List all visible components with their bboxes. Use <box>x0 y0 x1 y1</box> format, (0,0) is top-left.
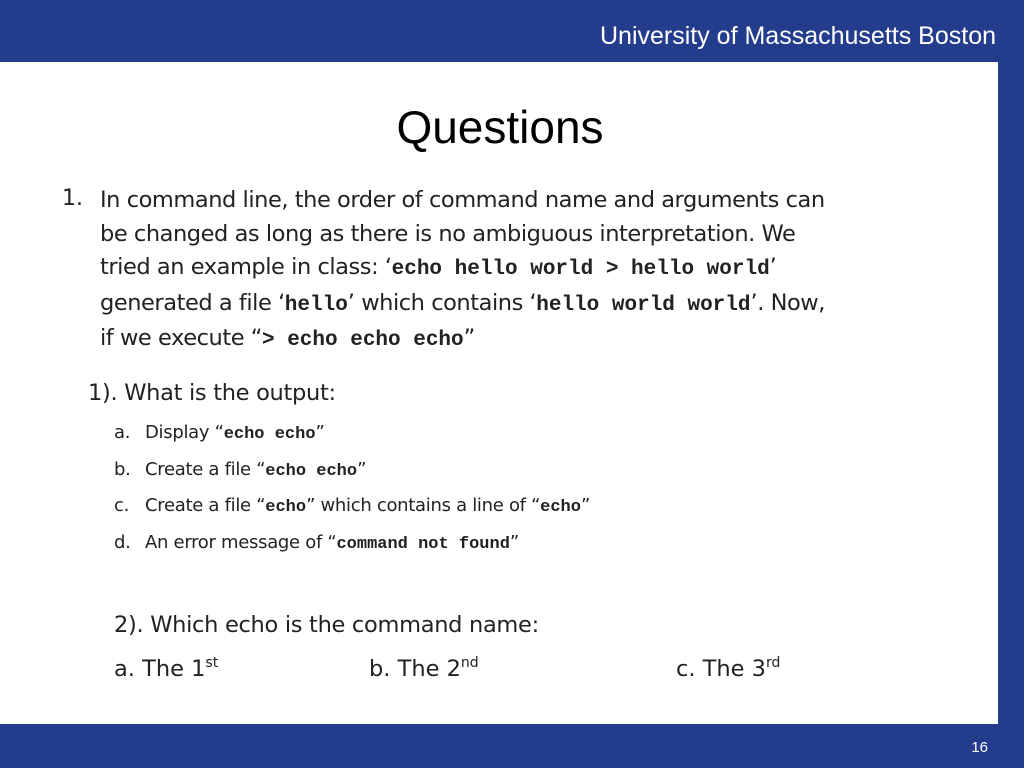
answer-a: a. The 1st <box>114 655 219 682</box>
code-snippet: echo hello world > hello world <box>391 258 770 282</box>
question-line-5: if we execute “> echo echo echo” <box>100 325 475 353</box>
sub-question-1: 1). What is the output: <box>88 380 336 406</box>
code-snippet: echo <box>265 498 307 518</box>
question-text <box>100 184 980 358</box>
option-b: b. Create a file “echo echo” <box>114 458 367 481</box>
code-snippet: echo echo <box>223 425 316 444</box>
header-bar <box>0 0 1024 62</box>
question-line-4: generated a file ‘hello’ which contains ‘hello world world’. Now, <box>100 289 825 317</box>
question-number: 1. <box>62 186 83 211</box>
code-snippet: > echo echo echo <box>262 329 464 353</box>
footer-bar <box>0 724 1024 768</box>
slide-content <box>0 62 998 724</box>
code-snippet: command not found <box>336 535 510 555</box>
code-snippet: hello world world <box>536 293 751 317</box>
code-snippet: hello <box>284 293 348 317</box>
institution-name: University of Massachusetts Boston <box>600 22 996 50</box>
page-number: 16 <box>971 739 988 756</box>
answer-c: c. The 3rd <box>676 655 781 682</box>
question-line-2: be changed as long as there is no ambiguous interpretation. We <box>100 220 796 247</box>
slide-title: Questions <box>396 101 604 153</box>
option-d: d. An error message of “command not found” <box>114 532 519 555</box>
question-line-3: tried an example in class: ‘echo hello world > hello world’ <box>100 254 777 282</box>
sub-question-2: 2). Which echo is the command name: <box>114 612 539 638</box>
answer-b: b. The 2nd <box>369 655 479 682</box>
code-snippet: echo <box>540 498 581 518</box>
option-list <box>114 422 590 569</box>
question-line-1: In command line, the order of command name and arguments can <box>100 187 825 213</box>
option-a: a. Display “echo echo” <box>114 422 325 444</box>
code-snippet: echo echo <box>265 461 358 481</box>
option-c: c. Create a file “echo” which contains a line of “echo” <box>114 495 590 518</box>
